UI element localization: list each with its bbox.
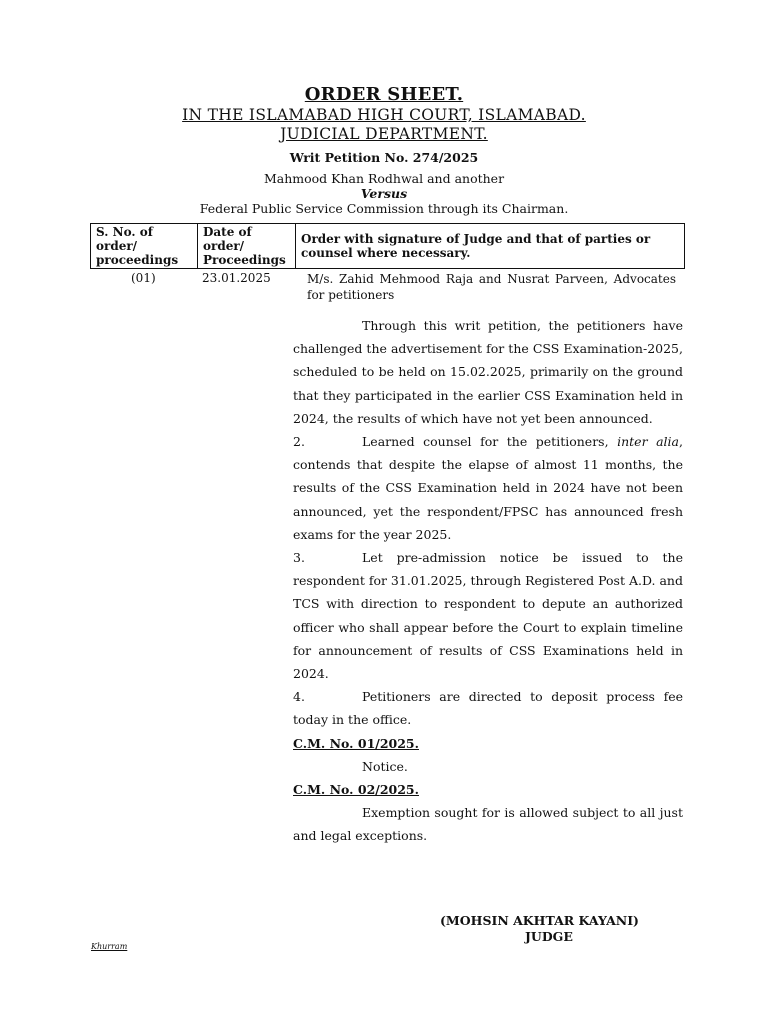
cm1-heading: C.M. No. 01/2025. (293, 735, 419, 751)
order-header-table (90, 223, 685, 269)
versus-label: Versus (360, 186, 408, 201)
paragraph-2-italic: inter alia (617, 434, 679, 450)
order-serial-no: (01) (131, 271, 156, 285)
order-date: 23.01.2025 (202, 271, 271, 285)
cm1-text: Notice. (362, 758, 408, 774)
respondent-name: Federal Public Service Commission through its Chairman. (199, 201, 569, 216)
header-date: Date of order/ Proceedings (198, 224, 296, 269)
document-title: ORDER SHEET. (304, 84, 464, 105)
court-name: IN THE ISLAMABAD HIGH COURT, ISLAMABAD. (182, 106, 586, 124)
paragraph-1-text: Through this writ petition, the petitioners have challenged the advertisement for the CSS Examination-2025, scheduled to be held on 15.02.2025, primarily on the ground that they participated in the earlier CSS Examination held in 2024, the results of which have not yet been announced. (293, 318, 683, 426)
counsel-appearance: M/s. Zahid Mehmood Raja and Nusrat Parveen, Advocates for petitioners (307, 272, 676, 302)
cm2-heading: C.M. No. 02/2025. (293, 782, 419, 798)
paragraph-2-number: 2. (293, 434, 305, 450)
petition-number: Writ Petition No. 274/2025 (289, 150, 479, 165)
clerk-initials: Khurram (91, 942, 128, 951)
cm2-paragraph (293, 801, 683, 847)
paragraph-4-number: 4. (293, 689, 305, 705)
petitioner-name: Mahmood Khan Rodhwal and another (263, 171, 505, 186)
judge-title: JUDGE (525, 929, 573, 944)
department-name: JUDICIAL DEPARTMENT. (280, 125, 488, 143)
header-serial-no: S. No. of order/ proceedings (91, 224, 198, 269)
paragraph-4-text: Petitioners are directed to deposit process fee today in the office. (293, 689, 683, 728)
paragraph-1 (293, 314, 683, 430)
paragraph-3-number: 3. (293, 550, 305, 566)
paragraph-2 (293, 430, 683, 546)
cm2-text: Exemption sought for is allowed subject to all just and legal exceptions. (293, 805, 683, 844)
judge-name: (MOHSIN AKHTAR KAYANI) (440, 913, 639, 928)
paragraph-3-text: Let pre-admission notice be issued to the respondent for 31.01.2025, through Registered Post A.D. and TCS with direction to respondent to depute an authorized officer who shall appear before the Court to explain timeline for announcement of results of CSS Examinations held in 2024. (293, 550, 683, 682)
order-body (293, 314, 683, 848)
paragraph-3 (293, 546, 683, 685)
paragraph-2-text-b: , contends that despite the elapse of almost 11 months, the results of the CSS Examination held in 2024 have not been announced, yet the respondent/FPSC has announced fresh exams for the year 2025. (293, 434, 683, 542)
header-order: Order with signature of Judge and that of parties or counsel where necessary. (296, 224, 685, 269)
paragraph-2-text-a: Learned counsel for the petitioners, (362, 434, 618, 450)
paragraph-4 (293, 685, 683, 731)
